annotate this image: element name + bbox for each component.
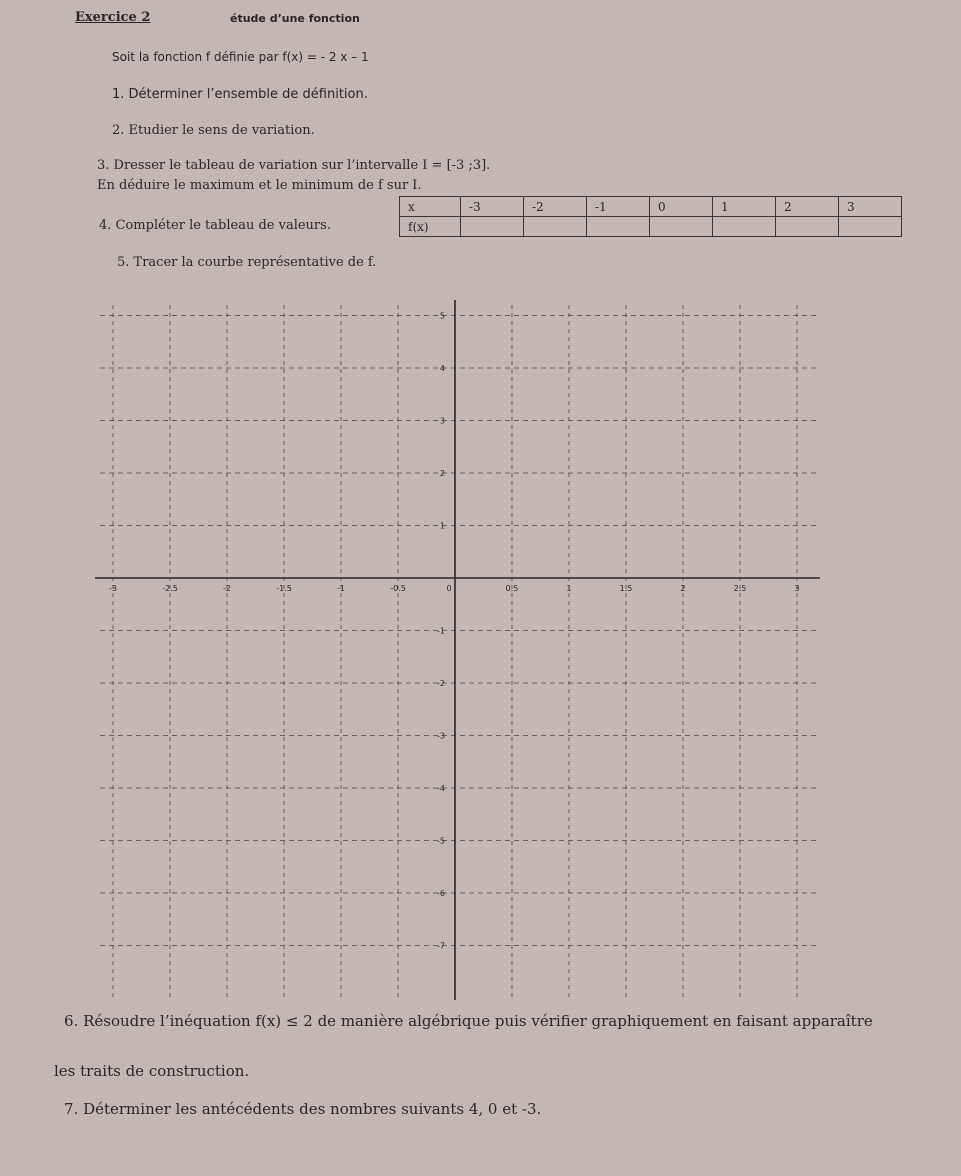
question-3-followup: En déduire le maximum et le minimum de f sur I. (97, 178, 422, 193)
table-cell-x: 2 (776, 197, 839, 217)
question-4: 4. Compléter le tableau de valeurs. (99, 218, 331, 233)
y-tick-label: 4 (439, 364, 445, 373)
x-tick-label: 2 (680, 584, 686, 593)
table-cell-x: 0 (650, 197, 713, 217)
y-tick-label: -1 (437, 626, 445, 636)
y-tick-label: -4 (437, 784, 445, 793)
x-tick-label: -3 (109, 584, 117, 593)
question-5: 5. Tracer la courbe représentative de f. (117, 255, 377, 270)
y-tick-label: 3 (439, 416, 445, 426)
y-tick-label: -3 (437, 731, 445, 741)
y-tick-label: -6 (437, 889, 445, 898)
x-tick-label: 1.5 (619, 584, 633, 593)
axes (95, 300, 820, 1000)
table-cell-x: -2 (524, 197, 587, 217)
y-tick-label: -2 (437, 679, 445, 688)
question-6: 6. Résoudre l’inéquation f(x) ≤ 2 de manière algébrique puis vérifier graphiquement en faisant apparaître (64, 1012, 873, 1030)
x-tick-label: 1 (566, 584, 572, 593)
y-tick-label: 2 (439, 469, 445, 478)
table-header-fx: f(x) (400, 217, 461, 237)
y-tick-label: -7 (437, 941, 445, 951)
question-7: 7. Déterminer les antécédents des nombres suivants 4, 0 et -3. (64, 1100, 542, 1118)
table-cell-x: -1 (587, 197, 650, 217)
y-tick-label: 1 (439, 521, 445, 531)
x-tick-label: 0.5 (505, 584, 519, 593)
table-cell-x: 3 (839, 197, 902, 217)
y-tick-label: -5 (437, 836, 445, 846)
x-tick-label: -1.5 (276, 584, 292, 593)
x-tick-label: 3 (794, 584, 800, 593)
exercise-title: Exercice 2 (75, 10, 151, 25)
exercise-subtitle: étude d’une fonction (230, 12, 360, 25)
y-tick-labels (437, 312, 445, 951)
y-tick-label: 5 (439, 311, 445, 321)
x-tick-label: -1 (337, 584, 345, 593)
table-cell-x: -3 (461, 197, 524, 217)
x-tick-label: 0 (446, 584, 452, 593)
x-tick-label: -2 (223, 584, 231, 593)
question-1: 1. Déterminer l’ensemble de définition. (112, 87, 368, 102)
question-2: 2. Etudier le sens de variation. (112, 123, 315, 138)
x-tick-label: 2.5 (733, 584, 747, 593)
question-6-continued: les traits de construction. (54, 1062, 250, 1080)
x-tick-label: -0.5 (390, 584, 406, 593)
question-3: 3. Dresser le tableau de variation sur l’intervalle I = [-3 ;3]. (97, 158, 491, 173)
table-header-x: x (400, 197, 461, 217)
function-definition: Soit la fonction f définie par f(x) = - 2 x – 1 (112, 50, 369, 64)
table-cell-x: 1 (713, 197, 776, 217)
grid-lines (100, 305, 820, 1000)
x-tick-label: -2.5 (162, 584, 178, 593)
